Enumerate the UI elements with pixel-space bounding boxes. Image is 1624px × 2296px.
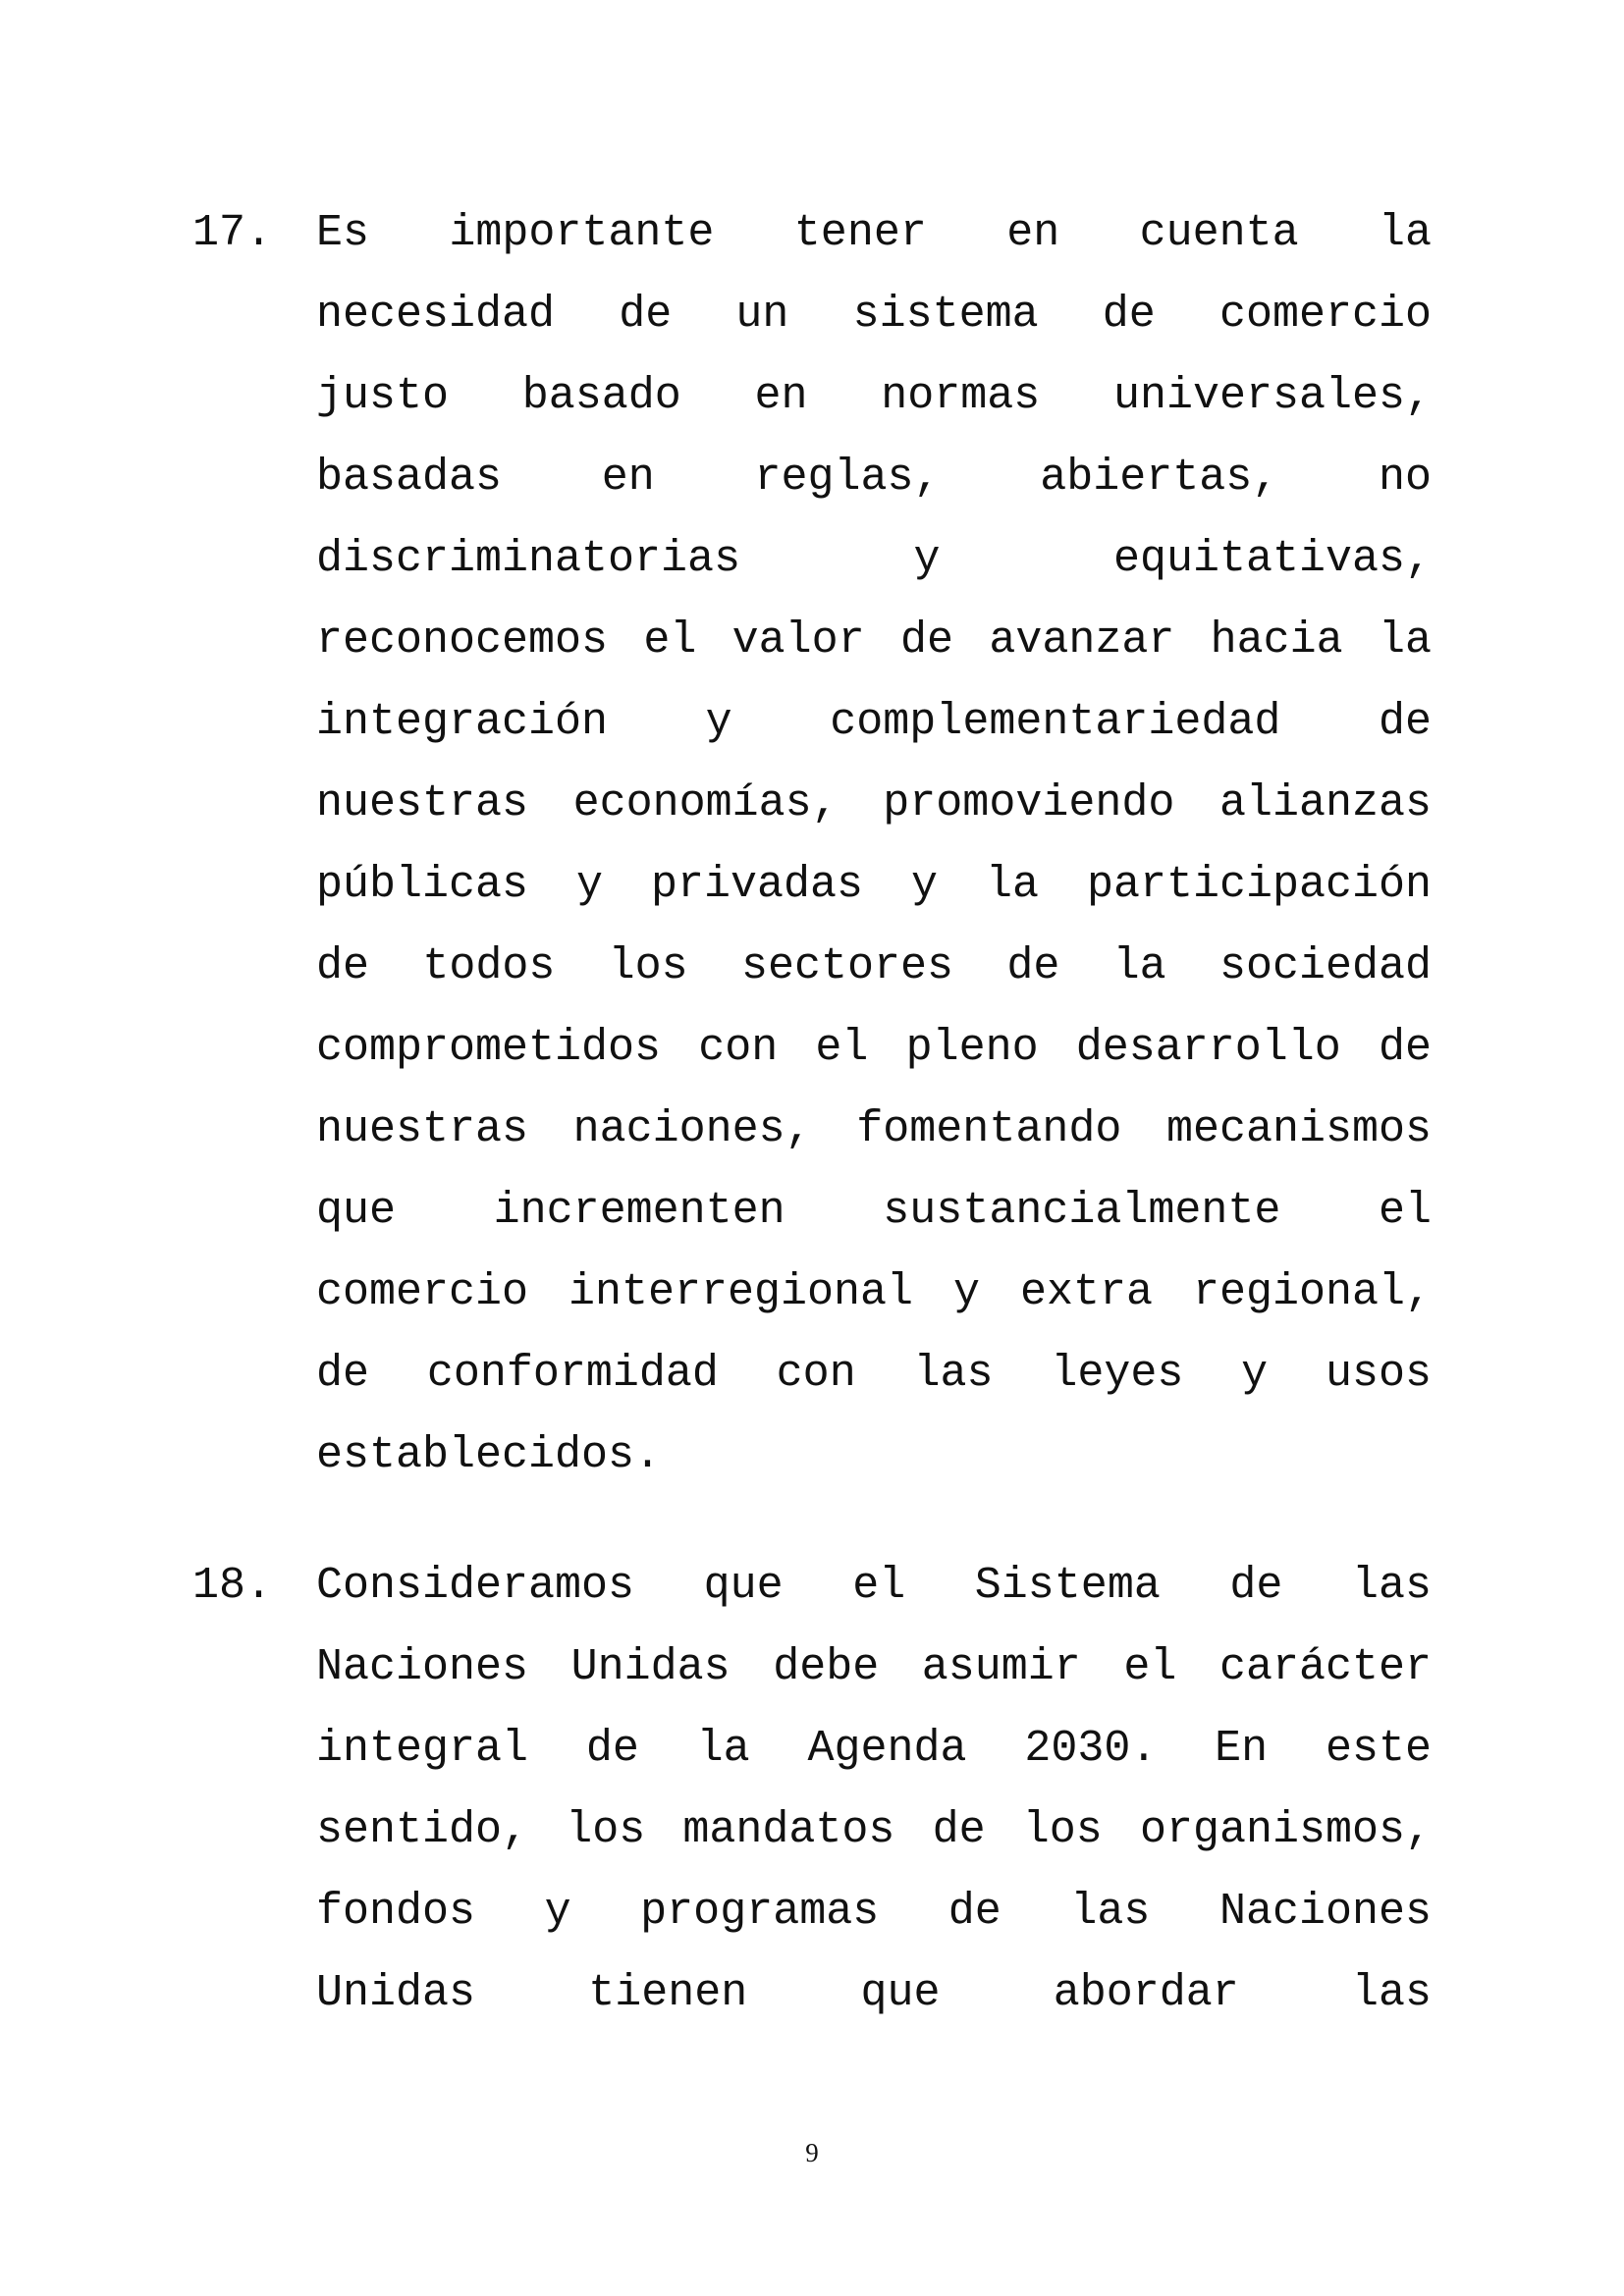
text-line: nuestras economías, promoviendo alianzas <box>316 778 1432 828</box>
text-line: que incrementen sustancialmente el <box>316 1186 1432 1236</box>
text-line: de todos los sectores de la sociedad <box>316 941 1432 991</box>
paragraph-text <box>316 192 1432 1496</box>
text-line: públicas y privadas y la participación <box>316 860 1432 910</box>
page-number: 9 <box>805 2138 819 2167</box>
text-line: justo basado en normas universales, <box>316 371 1432 421</box>
text-line: Unidas tienen que abordar las <box>316 1968 1432 2018</box>
paragraph-number: 17. <box>192 208 273 258</box>
text-line: de conformidad con las leyes y usos <box>316 1349 1432 1399</box>
text-line: integración y complementariedad de <box>316 697 1432 747</box>
text-line: discriminatorias y equitativas, <box>316 534 1432 584</box>
text-line: comprometidos con el pleno desarrollo de <box>316 1023 1432 1073</box>
text-line: comercio interregional y extra regional, <box>316 1267 1432 1317</box>
text-line: fondos y programas de las Naciones <box>316 1887 1432 1937</box>
text-line: sentido, los mandatos de los organismos, <box>316 1805 1432 1855</box>
text-line: reconocemos el valor de avanzar hacia la <box>316 615 1432 666</box>
text-line: basadas en reglas, abiertas, no <box>316 453 1432 503</box>
text-line: necesidad de un sistema de comercio <box>316 290 1432 340</box>
paragraph-text <box>316 1545 1432 2034</box>
text-line: nuestras naciones, fomentando mecanismos <box>316 1104 1432 1154</box>
text-line: integral de la Agenda 2030. En este <box>316 1724 1432 1774</box>
paragraph-number: 18. <box>192 1561 273 1611</box>
text-line: Es importante tener en cuenta la <box>316 208 1432 258</box>
text-line: Consideramos que el Sistema de las <box>316 1561 1432 1611</box>
text-line: establecidos. <box>316 1430 662 1480</box>
text-line: Naciones Unidas debe asumir el carácter <box>316 1642 1432 1692</box>
